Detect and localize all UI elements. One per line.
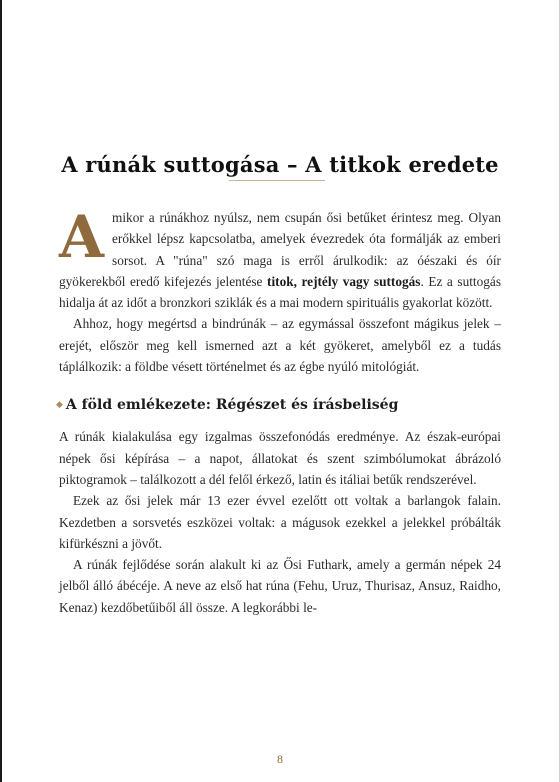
section-paragraph-2: Ezek az ősi jelek már 13 ezer évvel ezelőtt ott voltak a barlangok falain. Kezdetben a sorsvetés eszközei voltak: a mágusok ezekkel a jelekkel próbálták kifürkészni a jövőt. bbox=[59, 493, 501, 551]
title-divider bbox=[229, 180, 325, 181]
intro-text-a: mikor a rúnákhoz nyúlsz, nem csupán ősi betűket érintesz meg. Olyan erőkkel lépsz kapcsolatba, amelyek évezredek óta formálják az emberi sorsot. A "rúna" szó maga is erről árulkodik: az óészaki és óír gyökerekből eredő kifejezés jelentése bbox=[59, 210, 501, 289]
drop-cap: A bbox=[59, 203, 105, 271]
intro-emphasis: titok, rejtély vagy suttogás bbox=[267, 273, 421, 289]
intro-paragraph-1 bbox=[59, 203, 501, 313]
diamond-bullet-icon: ◆ bbox=[56, 400, 63, 411]
section-heading-text: A föld emlékezete: Régészet és írásbeliség bbox=[65, 397, 399, 414]
intro-paragraph-2: Ahhoz, hogy megértsd a bindrúnák – az egymással összefont mágikus jelek – erejét, először meg kell ismerned azt a két gyökeret, amelyből ez a tudás táplálkozik: a földbe vésett történelmet és az égbe nyúló mitológiát. bbox=[59, 316, 501, 375]
page-number: 8 bbox=[277, 752, 283, 766]
intro-text-b: . Ez a suttogás hidalja át az időt a bronzkori sziklák és a mai modern spirituális gyakorlat között. bbox=[59, 273, 501, 311]
chapter-body bbox=[56, 203, 501, 618]
section-paragraph-1: A rúnák kialakulása egy izgalmas összefonódás eredménye. Az észak-európai népek ősi képírása – a napot, állatokat és szent szimbólumokat ábrázoló piktogramok – találkozott a dél felől érkező, latin és itáliai betűk rendszerével. bbox=[59, 429, 501, 487]
page-left-edge bbox=[0, 0, 2, 782]
chapter-title: A rúnák suttogása – A titkok eredete bbox=[61, 152, 499, 178]
section-paragraph-3: A rúnák fejlődése során alakult ki az Ősi Futhark, amely a germán népek 24 jelből álló ábécéje. A neve az első hat rúna (Fehu, Uruz, Thurisaz, Ansuz, Raidho, Kenaz) kezdőbetűiből áll össze. A legkorábbi le- bbox=[59, 557, 501, 615]
section-heading bbox=[56, 394, 501, 416]
